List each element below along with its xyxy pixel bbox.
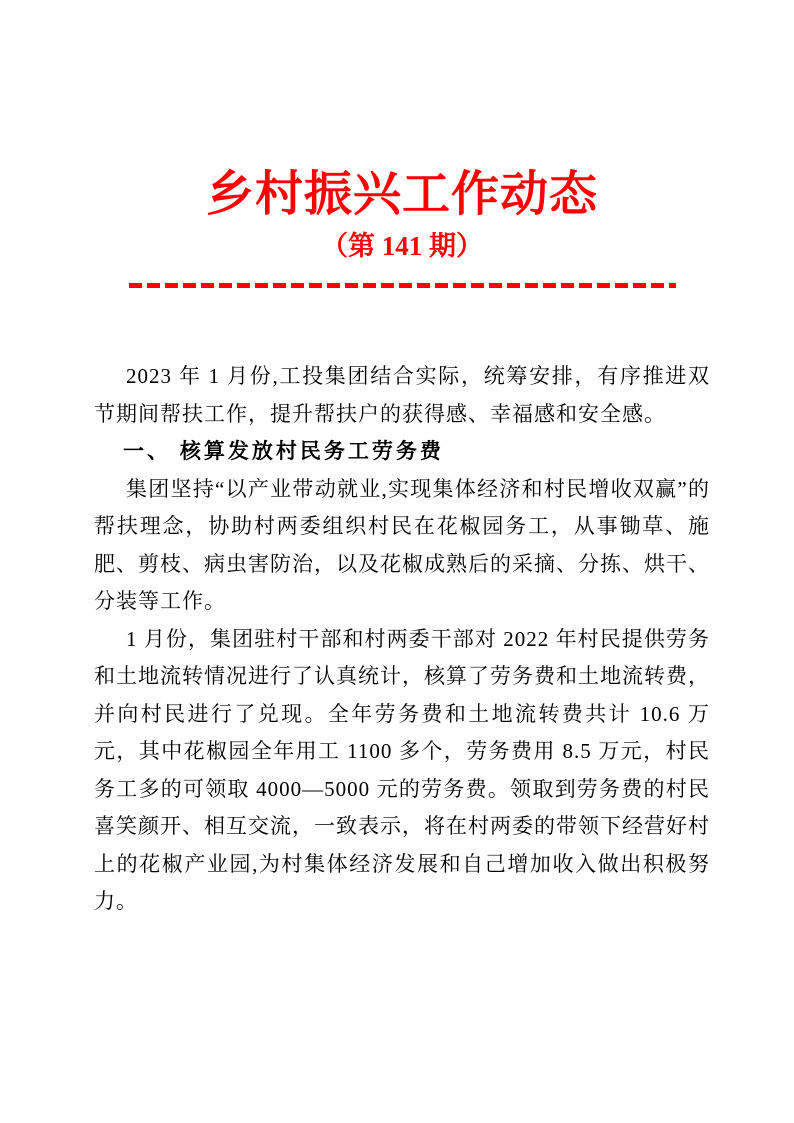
document-title: 乡村振兴工作动态 (205, 168, 598, 221)
section-heading-labor-fees: 一、 核算发放村民务工劳务费 (123, 440, 444, 463)
paragraph-intro: 2023 年 1 月份,工投集团结合实际，统筹安排，有序推进双节期间帮扶工作，提升帮扶户的获得感、幸福感和安全感。 (94, 364, 710, 426)
paragraph-fee-settlement: 1 月份，集团驻村干部和村两委干部对 2022 年村民提供劳务和土地流转情况进行了认真统计，核算了劳务费和土地流转费，并向村民进行了兑现。全年劳务费和土地流转费共计 10.6 万元，其中花椒园全年用工 1100 多个，劳务费用 8.5 万元，村民务工多的可领取 4000—5000 元的劳务费。领取到劳务费的村民喜笑颜开、相互交流，一致表示，将在村两委的带领下经营好村上的花椒产业园,为村集体经济发展和自己增加收入做出积极努力。 (94, 626, 710, 913)
paragraph-industry-employment: 集团坚持“以产业带动就业,实现集体经济和村民增收双赢”的帮扶理念，协助村两委组织村民在花椒园务工，从事锄草、施肥、剪枝、病虫害防治，以及花椒成熟后的采摘、分拣、烘干、分装等工作。 (94, 476, 710, 613)
document-content (94, 0, 710, 921)
issue-number: （第 141 期） (321, 231, 483, 261)
document-body (94, 358, 710, 921)
red-dashed-divider (129, 283, 676, 288)
